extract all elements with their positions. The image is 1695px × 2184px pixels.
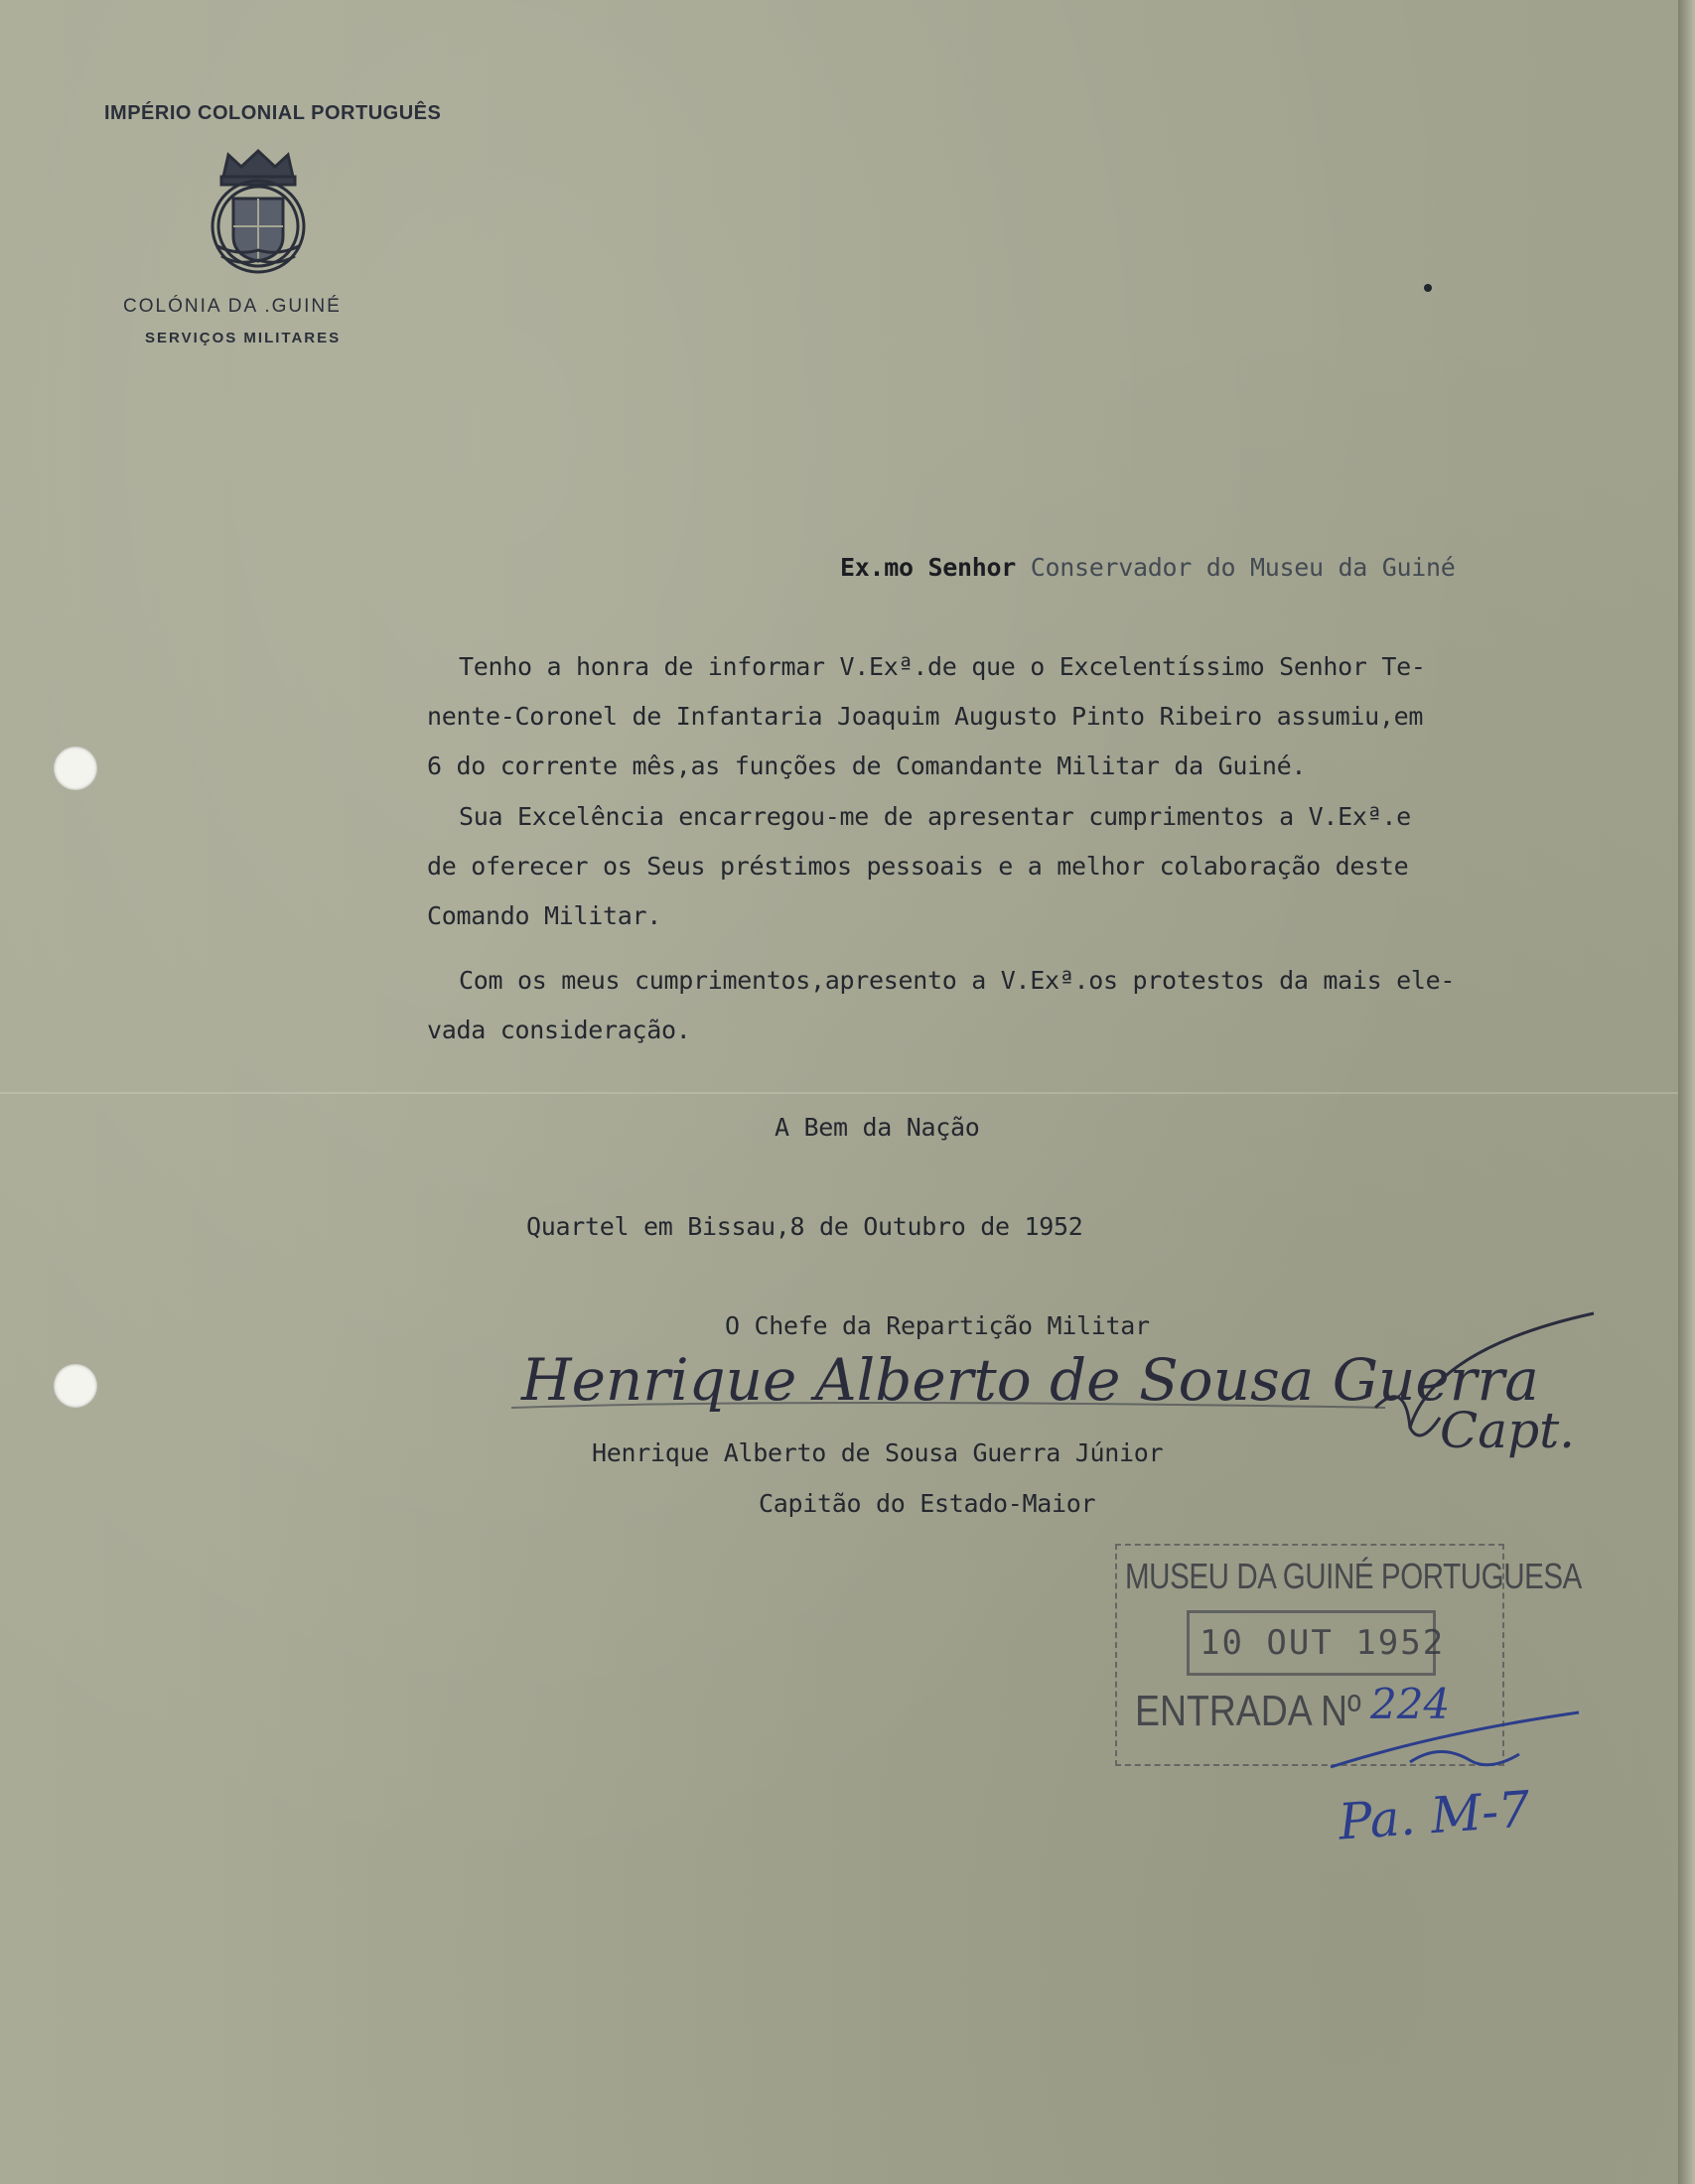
- letterhead-empire: IMPÉRIO COLONIAL PORTUGUÊS: [104, 102, 442, 124]
- stamp-entry-number: 224: [1370, 1680, 1451, 1728]
- fold-line: [0, 1092, 1678, 1094]
- pen-strike-mark: [1321, 1693, 1589, 1782]
- addressee-rest: Conservador do Museu da Guiné: [1016, 553, 1456, 582]
- stamp-date-box: [1187, 1610, 1446, 1676]
- paragraph2-line1: Sua Excelência encarregou-me de apresentar cumprimentos a V.Exª.e: [459, 802, 1411, 831]
- handwritten-note: Pa. M-7: [1337, 1780, 1532, 1851]
- paragraph2-line2: de oferecer os Seus préstimos pessoais e a melhor colaboração deste: [427, 852, 1409, 881]
- signer-rank: Capitão do Estado-Maior: [759, 1489, 1096, 1518]
- page-edge: [1678, 0, 1695, 2184]
- paragraph1-line2: nente-Coronel de Infantaria Joaquim Augusto Pinto Ribeiro assumiu,em: [427, 702, 1424, 731]
- signer-role: O Chefe da Repartição Militar: [725, 1311, 1150, 1340]
- addressee: [840, 553, 1456, 582]
- portuguese-coat-of-arms-icon: [204, 147, 313, 276]
- letterhead-colony: COLÓNIA DA .GUINÉ: [123, 296, 342, 317]
- signature-text: Henrique Alberto de Sousa Guerra: [521, 1346, 1539, 1414]
- paragraph3-line1: Com os meus cumprimentos,apresento a V.Exª.os protestos da mais ele-: [459, 966, 1456, 995]
- paragraph3-line2: vada consideração.: [427, 1016, 691, 1044]
- punch-hole-top: [54, 747, 97, 790]
- stamp-date: 10 OUT 1952: [1200, 1623, 1446, 1663]
- letterhead-services: SERVIÇOS MILITARES: [145, 330, 342, 346]
- stamp-title: MUSEU DA GUINÉ PORTUGUESA: [1125, 1556, 1582, 1596]
- place-date: Quartel em Bissau,8 de Outubro de 1952: [526, 1212, 1083, 1241]
- stamp-entry-label: ENTRADA Nº: [1135, 1687, 1361, 1735]
- signature-suffix: Capt.: [1440, 1402, 1576, 1459]
- salutation: A Bem da Nação: [775, 1113, 980, 1142]
- punch-hole-bottom: [54, 1364, 97, 1408]
- paragraph2-line3: Comando Militar.: [427, 901, 662, 930]
- paragraph1-line1: Tenho a honra de informar V.Exª.de que o Excelentíssimo Senhor Te-: [459, 652, 1426, 681]
- signer-name: Henrique Alberto de Sousa Guerra Júnior: [592, 1438, 1164, 1467]
- addressee-prefix: Ex.mo Senhor: [840, 553, 1017, 582]
- paper-speck: [1424, 284, 1432, 292]
- paragraph1-line3: 6 do corrente mês,as funções de Comandante Militar da Guiné.: [427, 751, 1307, 780]
